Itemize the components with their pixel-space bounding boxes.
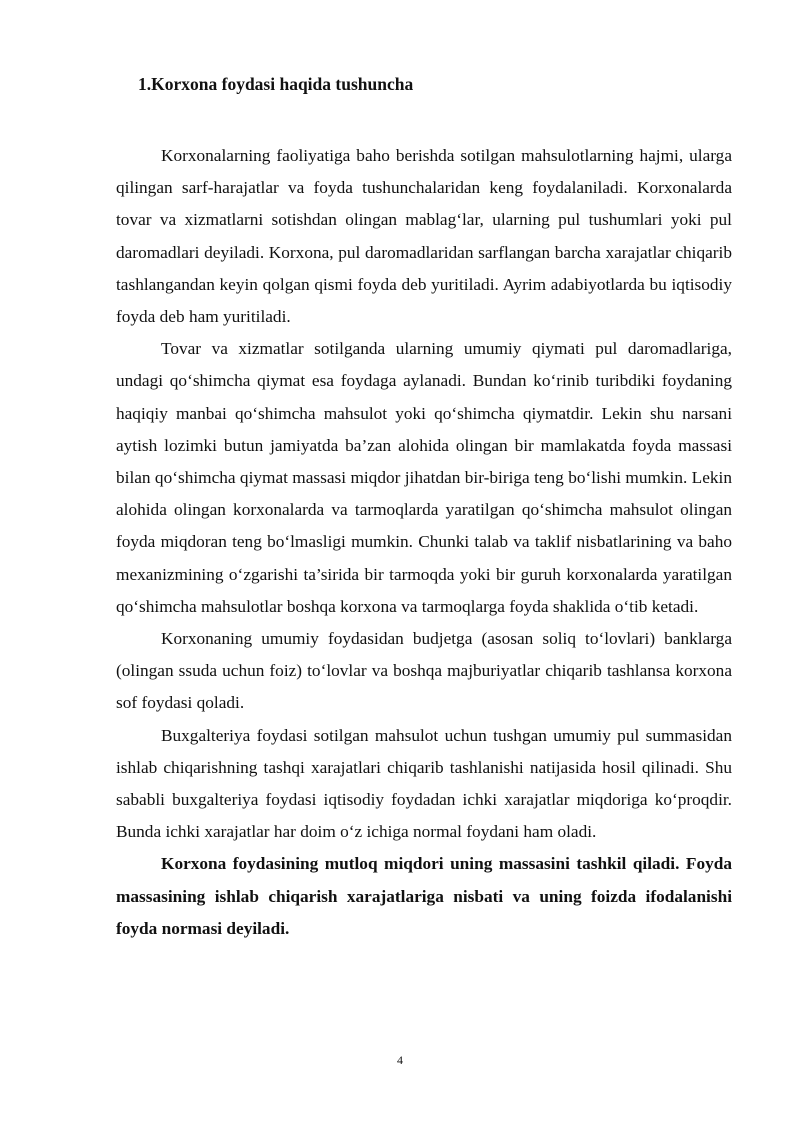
body-text — [116, 140, 732, 945]
paragraph-surplus-value: Tovar va xizmatlar sotilganda ularning umumiy qiymati pul daromadlariga, undagi qo‘shimcha qiymat esa foydaga aylanadi. Bundan ko‘rinib turibdiki foydaning haqiqiy manbai qo‘shimcha mahsulot yoki qo‘shimcha qiymatdir. Lekin shu narsani aytish lozimki butun jamiyatda ba’zan alohida olingan bir mamlakatda foyda massasi bilan qo‘shimcha qiymat massasi miqdor jihatdan bir-biriga teng bo‘lishi mumkin. Lekin alohida olingan korxonalarda va tarmoqlarda yaratilgan qo‘shimcha mahsulot olingan foyda miqdoran teng bo‘lmasligi mumkin. Chunki talab va taklif nisbatlarining va baho mexanizmining o‘zgarishi ta’sirida bir tarmoqda yoki bir guruh korxonalarda yaratilgan qo‘shimcha mahsulotlar boshqa korxona va tarmoqlarga foyda shaklida o‘tib ketadi. — [116, 339, 732, 616]
paragraph-profit-rate: Korxona foydasining mutloq miqdori uning massasini tashkil qiladi. Foyda massasining ishlab chiqarish xarajatlariga nisbati va uning foizda ifodalanishi foyda normasi deyiladi. — [116, 854, 732, 938]
page-number: 4 — [397, 1053, 403, 1067]
paragraph-profit-definition: Korxonalarning faoliyatiga baho berishda sotilgan mahsulotlarning hajmi, ularga qilingan sarf-harajatlar va foyda tushunchalaridan keng foydalaniladi. Korxonalarda tovar va xizmatlarni sotishdan olingan mablag‘lar, ularning pul tushumlari yoki pul daromadlari deyiladi. Korxona, pul daromadlaridan sarflangan barcha xarajatlar chiqarib tashlangandan keyin qolgan qismi foyda deb yuritiladi. Ayrim adabiyotlarda bu iqtisodiy foyda deb ham yuritiladi. — [116, 146, 732, 327]
section-heading: 1.Korxona foydasi haqida tushuncha — [138, 74, 414, 94]
paragraph-accounting-profit: Buxgalteriya foydasi sotilgan mahsulot uchun tushgan umumiy pul summasidan ishlab chiqarishning tashqi xarajatlari chiqarib tashlanishi natijasida hosil qilinadi. Shu sababli buxgalteriya foydasi iqtisodiy foydadan ichki xarajatlar miqdoriga ko‘proqdir. Bunda ichki xarajatlar har doim o‘z ichiga normal foydani ham oladi. — [116, 725, 732, 842]
paragraph-net-profit: Korxonaning umumiy foydasidan budjetga (asosan soliq to‘lovlari) banklarga (olingan ssuda uchun foiz) to‘lovlar va boshqa majburiyatlar chiqarib tashlansa korxona sof foydasi qoladi. — [116, 629, 732, 713]
